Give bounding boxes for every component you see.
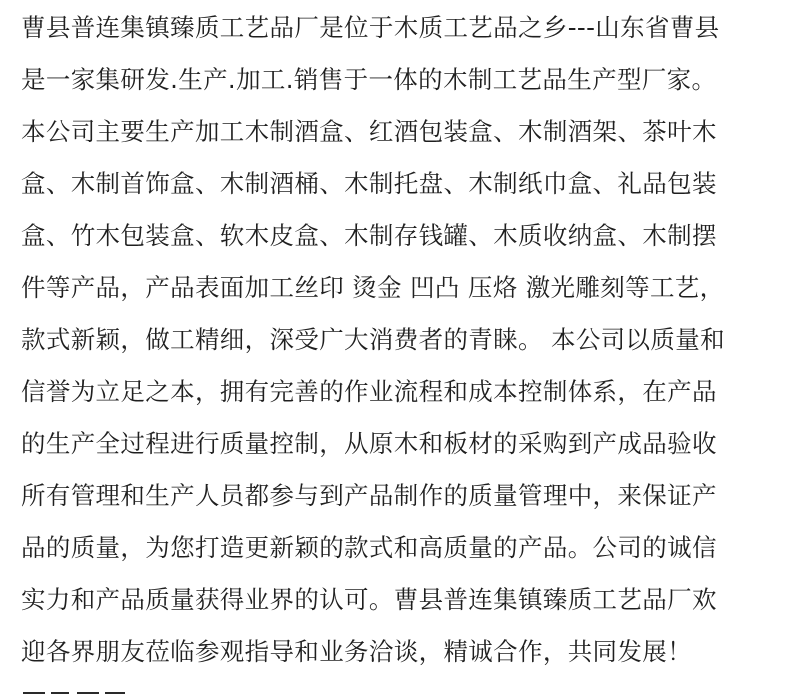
text-line-3: 本公司主要生产加工木制酒盒、红酒包装盒、木制酒架、茶叶木 (21, 117, 717, 146)
clipped-glyph-stroke (105, 692, 125, 694)
text-line-10: 所有管理和生产人员都参与到产品制作的质量管理中，来保证产 (21, 481, 717, 510)
text-line-8: 信誉为立足之本，拥有完善的作业流程和成本控制体系，在产品 (21, 377, 717, 406)
text-line-12: 实力和产品质量获得业界的认可。曹县普连集镇臻质工艺品厂欢 (21, 585, 717, 614)
text-line-7: 款式新颖，做工精细，深受广大消费者的青睐。 本公司以质量和 (21, 325, 725, 354)
text-line-13: 迎各界朋友莅临参观指导和业务洽谈，精诚合作，共同发展！ (21, 637, 692, 666)
text-line-11: 品的质量，为您打造更新颖的款式和高质量的产品。公司的诚信 (21, 533, 717, 562)
text-line-1: 曹县普连集镇臻质工艺品厂是位于木质工艺品之乡---山东省曹县 (21, 13, 720, 42)
clipped-glyph-stroke (23, 692, 45, 694)
clipped-next-line-fragment (21, 687, 131, 696)
text-line-6: 件等产品，产品表面加工丝印 烫金 凹凸 压烙 激光雕刻等工艺， (21, 273, 725, 302)
clipped-glyph-stroke (51, 692, 69, 694)
clipped-glyph-stroke (77, 692, 99, 694)
text-line-4: 盒、木制首饰盒、木制酒桶、木制托盘、木制纸巾盒、礼品包装 (21, 169, 717, 198)
text-line-2: 是一家集研发.生产.加工.销售于一体的木制工艺品生产型厂家。 (21, 65, 717, 94)
text-line-5: 盒、竹木包装盒、软木皮盒、木制存钱罐、木质收纳盒、木制摆 (21, 221, 717, 250)
text-line-9: 的生产全过程进行质量控制，从原木和板材的采购到产成品验收 (21, 429, 717, 458)
